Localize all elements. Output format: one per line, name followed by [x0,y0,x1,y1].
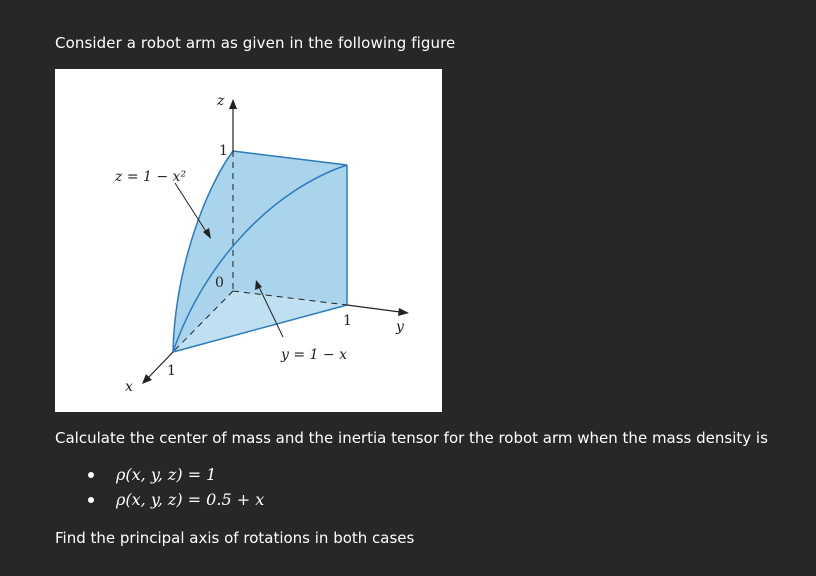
y-axis-label: y [396,319,404,335]
density-formula-2: ρ(x, y, z) = 0.5 + x [116,490,265,509]
density-item [88,462,264,487]
bullet-icon [88,497,94,503]
z-axis-label: z [217,93,225,109]
y-axis-arrow [398,308,409,316]
intro-text: Consider a robot arm as given in the following figure [55,34,456,52]
density-item [88,487,264,512]
density-list [88,462,264,512]
y-tick-label: 1 [343,313,352,329]
origin-label: 0 [215,275,224,291]
robot-arm-figure [55,69,442,412]
x-tick-label: 1 [167,363,176,379]
density-formula-1: ρ(x, y, z) = 1 [116,465,217,484]
z-tick-label: 1 [219,143,228,159]
y-axis [347,305,400,312]
closing-text: Find the principal axis of rotations in both cases [55,529,415,547]
solid-region-diagram [55,69,442,412]
surface-equation-label: z = 1 − x² [115,169,187,185]
plane-equation-label: y = 1 − x [281,347,347,363]
x-axis-label: x [125,379,133,395]
question-text: Calculate the center of mass and the inertia tensor for the robot arm when the mass density is [55,429,768,447]
bullet-icon [88,472,94,478]
z-axis-arrow [229,99,237,109]
